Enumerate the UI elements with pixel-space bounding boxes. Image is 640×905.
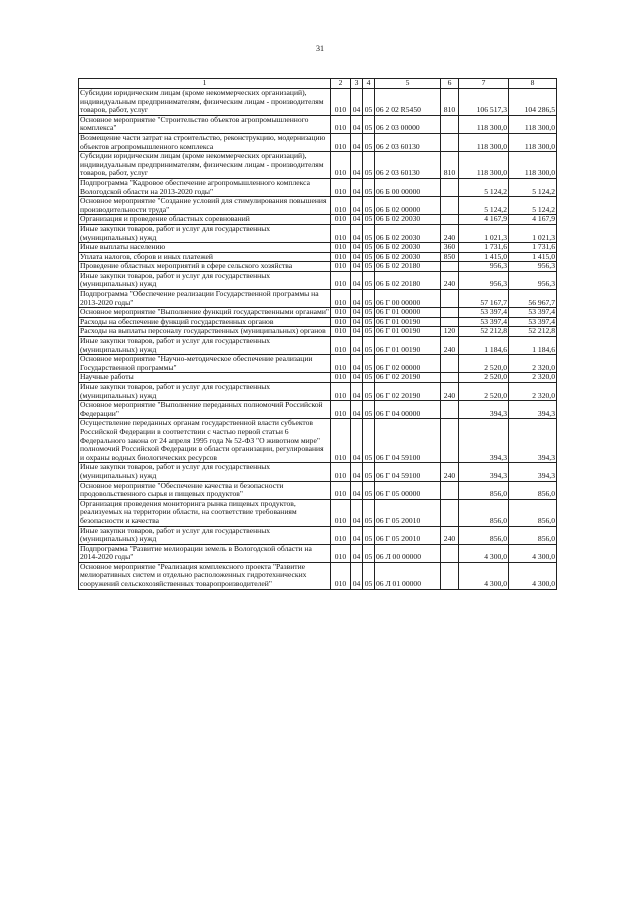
cell-amount-1: 856,0 [459,499,509,526]
cell-amount-2: 4 167,9 [509,215,557,225]
cell-target-article: 06 Г 01 00190 [375,317,441,327]
cell-section: 04 [351,401,363,419]
cell-ministry: 010 [331,544,351,562]
cell-target-article: 06 Б 02 20180 [375,262,441,272]
cell-subsection: 05 [363,355,375,373]
row-name: Подпрограмма "Развитие мелиорации земель в Вологодской области на 2014-2020 годы" [79,544,331,562]
cell-amount-1: 1 021,3 [459,224,509,242]
cell-amount-1: 53 397,4 [459,308,509,318]
table-row [79,544,557,562]
cell-amount-1: 57 167,7 [459,290,509,308]
cell-section: 04 [351,89,363,116]
cell-target-article: 06 Б 00 00000 [375,178,441,196]
cell-ministry: 010 [331,178,351,196]
cell-ministry: 010 [331,481,351,499]
cell-expense-type: 240 [441,526,459,544]
row-name: Иные закупки товаров, работ и услуг для государственных (муниципальных) нужд [79,383,331,401]
cell-amount-2: 53 397,4 [509,317,557,327]
row-name: Основное мероприятие "Создание условий для стимулирования повышения производительности труда" [79,197,331,215]
table-row [79,271,557,289]
col-header-8: 8 [509,79,557,89]
cell-expense-type [441,133,459,151]
cell-amount-1: 106 517,3 [459,89,509,116]
cell-expense-type [441,308,459,318]
cell-subsection: 05 [363,262,375,272]
cell-subsection: 05 [363,178,375,196]
cell-subsection: 05 [363,419,375,463]
cell-expense-type [441,215,459,225]
cell-target-article: 06 Г 04 00000 [375,401,441,419]
cell-expense-type [441,499,459,526]
cell-subsection: 05 [363,308,375,318]
cell-amount-1: 2 520,0 [459,355,509,373]
cell-amount-1: 4 300,0 [459,562,509,589]
cell-ministry: 010 [331,243,351,253]
cell-ministry: 010 [331,355,351,373]
cell-section: 04 [351,197,363,215]
cell-subsection: 05 [363,526,375,544]
cell-target-article: 06 Б 02 20030 [375,224,441,242]
cell-target-article: 06 Г 04 59100 [375,463,441,481]
cell-expense-type [441,262,459,272]
cell-target-article: 06 Г 01 00190 [375,327,441,337]
cell-amount-1: 2 520,0 [459,383,509,401]
table-row [79,499,557,526]
cell-amount-2: 4 300,0 [509,544,557,562]
cell-ministry: 010 [331,327,351,337]
row-name: Подпрограмма "Обеспечение реализации Государственной программы на 2013-2020 годы" [79,290,331,308]
col-header-1: 1 [79,79,331,89]
cell-target-article: 06 2 02 R5450 [375,89,441,116]
cell-ministry: 010 [331,115,351,133]
cell-section: 04 [351,243,363,253]
cell-section: 04 [351,152,363,179]
cell-amount-1: 4 300,0 [459,544,509,562]
cell-amount-1: 5 124,2 [459,178,509,196]
cell-expense-type [441,115,459,133]
table-row [79,290,557,308]
cell-target-article: 06 Г 00 00000 [375,290,441,308]
cell-section: 04 [351,383,363,401]
cell-expense-type: 240 [441,224,459,242]
cell-subsection: 05 [363,152,375,179]
cell-target-article: 06 Г 05 00000 [375,481,441,499]
cell-expense-type [441,481,459,499]
cell-subsection: 05 [363,133,375,151]
col-header-5: 5 [375,79,441,89]
row-name: Возмещение части затрат на строительство, реконструкцию, модернизацию объектов агропромышленного комплекса [79,133,331,151]
cell-target-article: 06 Г 02 00000 [375,355,441,373]
cell-amount-1: 394,3 [459,463,509,481]
cell-amount-1: 956,3 [459,271,509,289]
cell-subsection: 05 [363,373,375,383]
cell-ministry: 010 [331,224,351,242]
table-row [79,463,557,481]
cell-subsection: 05 [363,197,375,215]
cell-section: 04 [351,317,363,327]
cell-ministry: 010 [331,383,351,401]
cell-amount-2: 5 124,2 [509,197,557,215]
table-row [79,133,557,151]
cell-target-article: 06 2 03 60130 [375,152,441,179]
cell-amount-1: 394,3 [459,419,509,463]
cell-section: 04 [351,133,363,151]
cell-expense-type [441,419,459,463]
row-name: Иные закупки товаров, работ и услуг для государственных (муниципальных) нужд [79,526,331,544]
table-row [79,262,557,272]
cell-amount-1: 394,3 [459,401,509,419]
cell-amount-2: 118 300,0 [509,152,557,179]
cell-ministry: 010 [331,419,351,463]
row-name: Основное мероприятие "Выполнение функций государственными органами" [80,307,329,317]
cell-subsection: 05 [363,290,375,308]
cell-ministry: 010 [331,215,351,225]
row-name: Основное мероприятие "Обеспечение качества и безопасности продовольственного сырья и пищевых продуктов" [79,481,331,499]
cell-section: 04 [351,224,363,242]
cell-amount-1: 2 520,0 [459,373,509,383]
cell-target-article: 06 Г 01 00190 [375,337,441,355]
cell-subsection: 05 [363,252,375,262]
cell-target-article: 06 Б 02 20180 [375,271,441,289]
cell-expense-type: 240 [441,271,459,289]
cell-ministry: 010 [331,373,351,383]
cell-target-article: 06 Л 01 00000 [375,562,441,589]
row-name: Уплата налогов, сборов и иных платежей [79,252,331,262]
cell-subsection: 05 [363,115,375,133]
cell-subsection: 05 [363,499,375,526]
cell-section: 04 [351,463,363,481]
row-name: Научные работы [79,373,331,383]
table-row [79,337,557,355]
cell-target-article: 06 Б 02 20030 [375,243,441,253]
cell-expense-type [441,290,459,308]
cell-section: 04 [351,419,363,463]
cell-target-article: 06 2 03 00000 [375,115,441,133]
cell-expense-type [441,355,459,373]
cell-expense-type [441,178,459,196]
row-name: Иные выплаты населению [79,243,331,253]
cell-amount-2: 2 320,0 [509,383,557,401]
cell-subsection: 05 [363,544,375,562]
cell-section: 04 [351,262,363,272]
cell-amount-2: 394,3 [509,419,557,463]
table-row [79,215,557,225]
table-row [79,152,557,179]
cell-subsection: 05 [363,224,375,242]
cell-amount-2: 956,3 [509,262,557,272]
cell-expense-type: 240 [441,463,459,481]
cell-amount-2: 53 397,4 [509,308,557,318]
budget-table [78,78,557,590]
cell-section: 04 [351,178,363,196]
cell-subsection: 05 [363,271,375,289]
cell-target-article: 06 Г 05 20010 [375,499,441,526]
cell-amount-2: 856,0 [509,481,557,499]
cell-target-article: 06 Б 02 20030 [375,252,441,262]
cell-amount-1: 5 124,2 [459,197,509,215]
row-name: Субсидии юридическим лицам (кроме некоммерческих организаций), индивидуальным предпринимателям, физическим лицам - производителям товаров, работ, услуг [79,152,331,179]
cell-subsection: 05 [363,383,375,401]
row-name: Основное мероприятие "Научно-методическое обеспечение реализации Государственной программы" [79,355,331,373]
cell-amount-2: 1 731,6 [509,243,557,253]
cell-expense-type: 360 [441,243,459,253]
cell-section: 04 [351,115,363,133]
cell-section: 04 [351,271,363,289]
row-name: Осуществление переданных органам государственной власти субъектов Российской Федерации в соответствии с частью первой статьи 6 Федерального закона от 24 апреля 1995 года № 52-ФЗ "О животном мире" полномочий Российской Федерации в области организации, регулирования и охраны водных биологических ресурсов [79,419,331,463]
table-row [79,526,557,544]
cell-ministry: 010 [331,337,351,355]
col-header-6: 6 [441,79,459,89]
cell-target-article: 06 Л 00 00000 [375,544,441,562]
cell-ministry: 010 [331,290,351,308]
table-row [79,419,557,463]
cell-section: 04 [351,526,363,544]
cell-ministry: 010 [331,271,351,289]
cell-amount-2: 104 286,5 [509,89,557,116]
row-name: Организация и проведение областных соревнований [79,215,331,225]
cell-expense-type [441,401,459,419]
cell-amount-2: 52 212,8 [509,327,557,337]
cell-ministry: 010 [331,562,351,589]
cell-ministry: 010 [331,252,351,262]
cell-ministry: 010 [331,89,351,116]
cell-expense-type [441,197,459,215]
cell-amount-2: 56 967,7 [509,290,557,308]
table-row [79,224,557,242]
row-name: Расходы на выплаты персоналу государственных (муниципальных) органов [79,327,331,337]
table-row [79,562,557,589]
cell-section: 04 [351,481,363,499]
cell-subsection: 05 [363,337,375,355]
cell-subsection: 05 [363,89,375,116]
row-name: Проведение областных мероприятий в сфере сельского хозяйства [79,262,331,272]
cell-section: 04 [351,355,363,373]
cell-subsection: 05 [363,401,375,419]
cell-section: 04 [351,373,363,383]
col-header-2: 2 [331,79,351,89]
cell-amount-2: 4 300,0 [509,562,557,589]
cell-expense-type [441,373,459,383]
cell-subsection: 05 [363,481,375,499]
cell-subsection: 05 [363,317,375,327]
cell-ministry: 010 [331,401,351,419]
cell-ministry: 010 [331,499,351,526]
cell-target-article: 06 Б 02 00000 [375,197,441,215]
page-number: 31 [316,44,324,53]
row-name: Иные закупки товаров, работ и услуг для государственных (муниципальных) нужд [79,271,331,289]
cell-amount-1: 118 300,0 [459,152,509,179]
table-row [79,89,557,116]
cell-expense-type: 240 [441,337,459,355]
cell-target-article: 06 Г 02 20190 [375,383,441,401]
cell-amount-1: 118 300,0 [459,115,509,133]
cell-amount-1: 118 300,0 [459,133,509,151]
cell-section: 04 [351,215,363,225]
cell-amount-1: 856,0 [459,526,509,544]
cell-amount-2: 1 184,6 [509,337,557,355]
cell-amount-1: 1 184,6 [459,337,509,355]
cell-section: 04 [351,327,363,337]
cell-ministry: 010 [331,152,351,179]
cell-amount-1: 53 397,4 [459,317,509,327]
cell-section: 04 [351,562,363,589]
row-name: Субсидии юридическим лицам (кроме некоммерческих организаций), индивидуальным предпринимателям, физическим лицам - производителям товаров, работ, услуг [79,89,331,116]
cell-section: 04 [351,544,363,562]
cell-amount-2: 394,3 [509,463,557,481]
row-name: Подпрограмма "Кадровое обеспечение агропромышленного комплекса Вологодской области на 2013-2020 годы" [79,178,331,196]
cell-amount-1: 856,0 [459,481,509,499]
header-row [79,79,557,89]
cell-expense-type: 810 [441,152,459,179]
row-name: Основное мероприятие "Выполнение переданных полномочий Российской Федерации" [79,401,331,419]
table-row [79,243,557,253]
cell-target-article: 06 2 03 60130 [375,133,441,151]
cell-section: 04 [351,308,363,318]
cell-target-article: 06 Г 01 00000 [375,308,441,318]
cell-section: 04 [351,252,363,262]
row-name: Основное мероприятие "Реализация комплексного проекта "Развитие мелиоративных систем и отдельно расположенных гидротехнических сооружений сельскохозяйственных товаропроизводителей" [79,562,331,589]
cell-target-article: 06 Г 05 20010 [375,526,441,544]
row-name: Расходы на обеспечение функций государственных органов [79,317,331,327]
cell-amount-2: 856,0 [509,499,557,526]
table-row [79,178,557,196]
cell-amount-1: 1 731,6 [459,243,509,253]
cell-expense-type [441,544,459,562]
cell-ministry: 010 [331,308,351,318]
table-row [79,115,557,133]
cell-subsection: 05 [363,562,375,589]
cell-amount-1: 52 212,8 [459,327,509,337]
cell-ministry: 010 [331,463,351,481]
cell-ministry: 010 [331,526,351,544]
cell-amount-2: 2 320,0 [509,355,557,373]
col-header-7: 7 [459,79,509,89]
cell-amount-2: 1 415,0 [509,252,557,262]
cell-expense-type: 850 [441,252,459,262]
cell-amount-2: 118 300,0 [509,115,557,133]
cell-ministry: 010 [331,133,351,151]
cell-amount-2: 394,3 [509,401,557,419]
cell-amount-2: 856,0 [509,526,557,544]
cell-section: 04 [351,290,363,308]
cell-expense-type: 120 [441,327,459,337]
cell-subsection: 05 [363,243,375,253]
cell-subsection: 05 [363,215,375,225]
cell-amount-2: 1 021,3 [509,224,557,242]
cell-ministry: 010 [331,317,351,327]
cell-expense-type [441,562,459,589]
cell-amount-1: 1 415,0 [459,252,509,262]
cell-ministry: 010 [331,262,351,272]
cell-amount-2: 5 124,2 [509,178,557,196]
cell-amount-1: 4 167,9 [459,215,509,225]
row-name: Основное мероприятие "Строительство объектов агропромышленного комплекса" [79,115,331,133]
cell-amount-1: 956,3 [459,262,509,272]
cell-target-article: 06 Б 02 20030 [375,215,441,225]
cell-target-article: 06 Г 02 20190 [375,373,441,383]
cell-subsection: 05 [363,463,375,481]
cell-section: 04 [351,337,363,355]
row-name: Иные закупки товаров, работ и услуг для государственных (муниципальных) нужд [79,337,331,355]
cell-subsection: 05 [363,327,375,337]
table-row [79,197,557,215]
col-header-3: 3 [351,79,363,89]
cell-amount-2: 118 300,0 [509,133,557,151]
table-row [79,383,557,401]
table-row [79,308,557,318]
row-name: Иные закупки товаров, работ и услуг для государственных (муниципальных) нужд [79,224,331,242]
table-row [79,401,557,419]
row-name: Организация проведения мониторинга рынка пищевых продуктов, реализуемых на территории области, на соответствие требованиям безопасности и качества [79,499,331,526]
cell-amount-2: 956,3 [509,271,557,289]
col-header-4: 4 [363,79,375,89]
cell-section: 04 [351,499,363,526]
row-name: Иные закупки товаров, работ и услуг для государственных (муниципальных) нужд [79,463,331,481]
cell-expense-type: 240 [441,383,459,401]
table-row [79,355,557,373]
cell-amount-2: 2 320,0 [509,373,557,383]
cell-ministry: 010 [331,197,351,215]
table-row [79,481,557,499]
cell-expense-type: 810 [441,89,459,116]
cell-target-article: 06 Г 04 59100 [375,419,441,463]
